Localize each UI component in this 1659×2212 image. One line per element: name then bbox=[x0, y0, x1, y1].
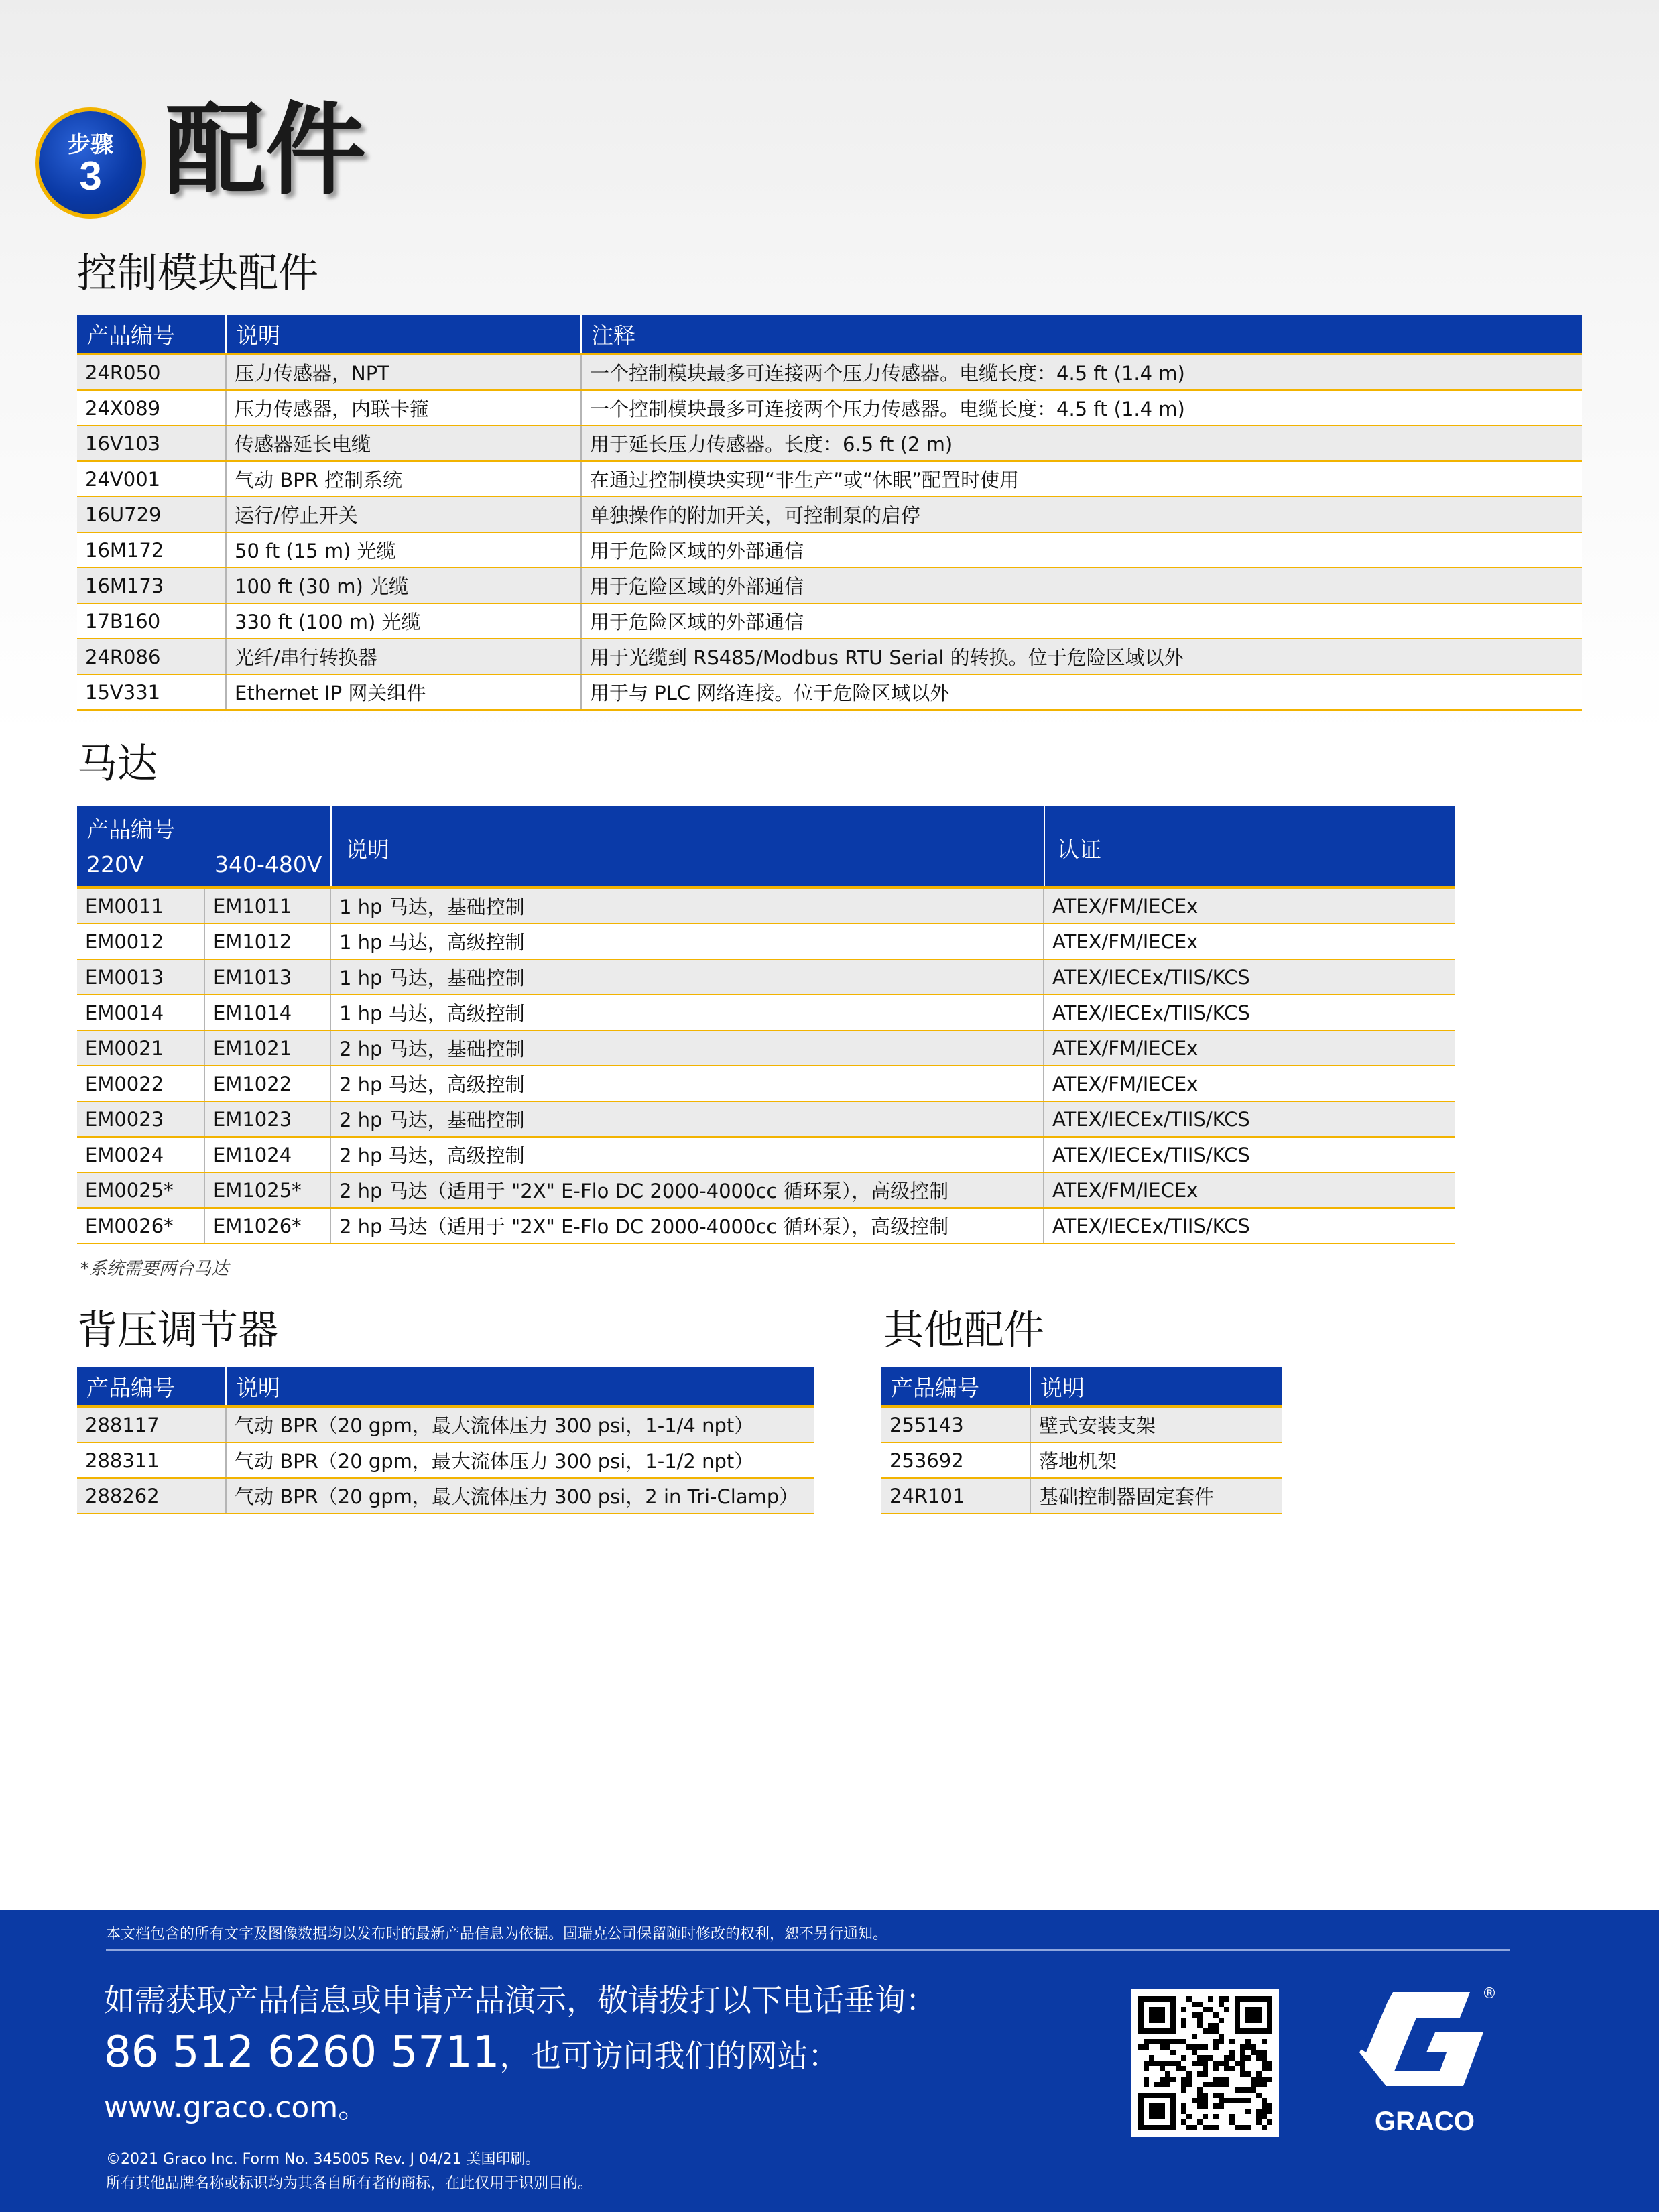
column-header: 340-480V bbox=[214, 851, 322, 877]
motors-table bbox=[77, 889, 1455, 1244]
part-number-220v: EM0024 bbox=[77, 1137, 204, 1172]
certification: ATEX/IECEx/TIIS/KCS bbox=[1044, 1137, 1455, 1172]
part-number-220v: EM0026* bbox=[77, 1208, 204, 1243]
part-number: 253692 bbox=[881, 1442, 1030, 1478]
section-title-control-module: 控制模块配件 bbox=[77, 250, 318, 297]
column-header: 产品编号 bbox=[881, 1367, 1030, 1406]
table-row bbox=[77, 1172, 1455, 1208]
description: 50 ft (15 m) 光缆 bbox=[226, 532, 581, 568]
copyright: ©2021 Graco Inc. Form No. 345005 Rev. J 04/21 美国印刷。 bbox=[106, 2151, 540, 2168]
description: 运行/停止开关 bbox=[226, 497, 581, 532]
motors-table-header bbox=[77, 806, 1455, 889]
description: 2 hp 马达（适用于 "2X" E-Flo DC 2000-4000cc 循环泵），高级控制 bbox=[330, 1172, 1044, 1208]
part-number: 16U729 bbox=[77, 497, 226, 532]
part-number: 288311 bbox=[77, 1442, 226, 1478]
phone-number: 86 512 6260 5711 bbox=[104, 2028, 500, 2077]
description: 2 hp 马达，基础控制 bbox=[330, 1030, 1044, 1066]
description: 2 hp 马达（适用于 "2X" E-Flo DC 2000-4000cc 循环泵），高级控制 bbox=[330, 1208, 1044, 1243]
description: 1 hp 马达，基础控制 bbox=[330, 959, 1044, 995]
table-row bbox=[77, 1066, 1455, 1101]
description: 基础控制器固定套件 bbox=[1030, 1478, 1282, 1514]
column-header: 220V bbox=[86, 851, 144, 877]
part-number-220v: EM0021 bbox=[77, 1030, 204, 1066]
brand-wordmark: GRACO bbox=[1375, 2107, 1475, 2136]
certification: ATEX/IECEx/TIIS/KCS bbox=[1044, 1101, 1455, 1137]
disclaimer: 本文档包含的所有文字及图像数据均以发布时的最新产品信息为依据。固瑞克公司保留随时修改的权利，恕不另行通知。 bbox=[106, 1926, 888, 1943]
part-number: 16M172 bbox=[77, 532, 226, 568]
part-number: 288262 bbox=[77, 1478, 226, 1514]
part-number: 24R050 bbox=[77, 354, 226, 390]
certification: ATEX/IECEx/TIIS/KCS bbox=[1044, 995, 1455, 1030]
certification: ATEX/IECEx/TIIS/KCS bbox=[1044, 1208, 1455, 1243]
page-title: 配件 bbox=[165, 93, 367, 209]
part-number-220v: EM0023 bbox=[77, 1101, 204, 1137]
note: 用于危险区域的外部通信 bbox=[581, 568, 1582, 603]
part-number-220v: EM0014 bbox=[77, 995, 204, 1030]
table-row bbox=[77, 1442, 814, 1478]
description: 落地机架 bbox=[1030, 1442, 1282, 1478]
note: 单独操作的附加开关，可控制泵的启停 bbox=[581, 497, 1582, 532]
part-number: 255143 bbox=[881, 1406, 1030, 1442]
part-number-220v: EM0025* bbox=[77, 1172, 204, 1208]
part-number-340v: EM1013 bbox=[204, 959, 330, 995]
table-row bbox=[881, 1478, 1282, 1514]
part-number: 16V103 bbox=[77, 426, 226, 461]
part-number: 15V331 bbox=[77, 674, 226, 710]
table-row bbox=[77, 1101, 1455, 1137]
table-row bbox=[77, 426, 1582, 461]
note: 用于危险区域的外部通信 bbox=[581, 532, 1582, 568]
certification: ATEX/FM/IECEx bbox=[1044, 1066, 1455, 1101]
certification: ATEX/FM/IECEx bbox=[1044, 924, 1455, 959]
table-row bbox=[77, 568, 1582, 603]
column-header: 说明 bbox=[226, 1367, 814, 1406]
note: 一个控制模块最多可连接两个压力传感器。电缆长度：4.5 ft (1.4 m) bbox=[581, 390, 1582, 426]
part-number: 17B160 bbox=[77, 603, 226, 639]
column-header: 产品编号 bbox=[77, 315, 226, 354]
description: Ethernet IP 网关组件 bbox=[226, 674, 581, 710]
table-row bbox=[77, 924, 1455, 959]
part-number-340v: EM1024 bbox=[204, 1137, 330, 1172]
qr-code-icon bbox=[1131, 1989, 1279, 2137]
note: 用于光缆到 RS485/Modbus RTU Serial 的转换。位于危险区域以外 bbox=[581, 639, 1582, 674]
column-header: 说明 bbox=[345, 837, 389, 863]
note: 用于危险区域的外部通信 bbox=[581, 603, 1582, 639]
table-row bbox=[77, 995, 1455, 1030]
table-row bbox=[77, 1478, 814, 1514]
table-row bbox=[77, 639, 1582, 674]
control-module-table bbox=[77, 315, 1582, 711]
step-badge bbox=[39, 111, 142, 214]
part-number: 288117 bbox=[77, 1406, 226, 1442]
part-number-340v: EM1014 bbox=[204, 995, 330, 1030]
column-header: 说明 bbox=[1030, 1367, 1282, 1406]
description: 光纤/串行转换器 bbox=[226, 639, 581, 674]
part-number-340v: EM1023 bbox=[204, 1101, 330, 1137]
part-number: 24R086 bbox=[77, 639, 226, 674]
description: 1 hp 马达，基础控制 bbox=[330, 889, 1044, 924]
description: 传感器延长电缆 bbox=[226, 426, 581, 461]
description: 100 ft (30 m) 光缆 bbox=[226, 568, 581, 603]
step-label: 步骤 bbox=[68, 131, 113, 158]
footer bbox=[0, 1910, 1659, 2212]
table-row bbox=[77, 354, 1582, 390]
description: 气动 BPR（20 gpm，最大流体压力 300 psi，1-1/2 npt） bbox=[226, 1442, 814, 1478]
column-header: 注释 bbox=[581, 315, 1582, 354]
table-row bbox=[77, 461, 1582, 497]
part-number-340v: EM1021 bbox=[204, 1030, 330, 1066]
registered-mark: ® bbox=[1482, 1985, 1497, 2002]
section-title-other: 其他配件 bbox=[883, 1307, 1044, 1354]
table-row bbox=[77, 1030, 1455, 1066]
table-row bbox=[77, 959, 1455, 995]
description: 气动 BPR（20 gpm，最大流体压力 300 psi，1-1/4 npt） bbox=[226, 1406, 814, 1442]
section-title-bpr: 背压调节器 bbox=[77, 1307, 278, 1354]
certification: ATEX/FM/IECEx bbox=[1044, 889, 1455, 924]
table-row bbox=[77, 1208, 1455, 1243]
description: 2 hp 马达，高级控制 bbox=[330, 1137, 1044, 1172]
table-row bbox=[881, 1406, 1282, 1442]
column-header: 产品编号 bbox=[77, 1367, 226, 1406]
website-link[interactable]: www.graco.com。 bbox=[104, 2091, 368, 2125]
note: 用于与 PLC 网络连接。位于危险区域以外 bbox=[581, 674, 1582, 710]
part-number-220v: EM0011 bbox=[77, 889, 204, 924]
part-number-220v: EM0013 bbox=[77, 959, 204, 995]
table-row bbox=[77, 497, 1582, 532]
description: 气动 BPR 控制系统 bbox=[226, 461, 581, 497]
table-row bbox=[77, 1406, 814, 1442]
description: 1 hp 马达，高级控制 bbox=[330, 995, 1044, 1030]
part-number-220v: EM0012 bbox=[77, 924, 204, 959]
note: 在通过控制模块实现“非生产”或“休眠”配置时使用 bbox=[581, 461, 1582, 497]
section-title-motors: 马达 bbox=[77, 741, 158, 788]
part-number: 24V001 bbox=[77, 461, 226, 497]
description: 壁式安装支架 bbox=[1030, 1406, 1282, 1442]
description: 气动 BPR（20 gpm，最大流体压力 300 psi，2 in Tri-Clamp） bbox=[226, 1478, 814, 1514]
description: 压力传感器，NPT bbox=[226, 354, 581, 390]
certification: ATEX/IECEx/TIIS/KCS bbox=[1044, 959, 1455, 995]
part-number-220v: EM0022 bbox=[77, 1066, 204, 1101]
table-row bbox=[77, 603, 1582, 639]
part-number: 24R101 bbox=[881, 1478, 1030, 1514]
table-row bbox=[77, 390, 1582, 426]
contact-line: 如需获取产品信息或申请产品演示，敬请拨打以下电话垂询： bbox=[104, 1982, 936, 2018]
table-row bbox=[77, 1137, 1455, 1172]
part-number: 16M173 bbox=[77, 568, 226, 603]
column-header: 产品编号 bbox=[86, 816, 175, 843]
certification: ATEX/FM/IECEx bbox=[1044, 1030, 1455, 1066]
description: 压力传感器，内联卡箍 bbox=[226, 390, 581, 426]
table-row bbox=[77, 889, 1455, 924]
table-row bbox=[77, 532, 1582, 568]
motors-footnote: *系统需要两台马达 bbox=[80, 1259, 229, 1279]
part-number: 24X089 bbox=[77, 390, 226, 426]
divider bbox=[106, 1949, 1510, 1951]
part-number-340v: EM1012 bbox=[204, 924, 330, 959]
table-row bbox=[77, 674, 1582, 710]
trademark-notice: 所有其他品牌名称或标识均为其各自所有者的商标，在此仅用于识别目的。 bbox=[106, 2175, 593, 2192]
description: 2 hp 马达，基础控制 bbox=[330, 1101, 1044, 1137]
phone-tail: ，也可访问我们的网站： bbox=[499, 2038, 839, 2074]
description: 2 hp 马达，高级控制 bbox=[330, 1066, 1044, 1101]
certification: ATEX/FM/IECEx bbox=[1044, 1172, 1455, 1208]
description: 1 hp 马达，高级控制 bbox=[330, 924, 1044, 959]
table-row bbox=[881, 1442, 1282, 1478]
bpr-table bbox=[77, 1367, 814, 1514]
note: 一个控制模块最多可连接两个压力传感器。电缆长度：4.5 ft (1.4 m) bbox=[581, 354, 1582, 390]
column-header: 认证 bbox=[1057, 837, 1101, 863]
note: 用于延长压力传感器。长度：6.5 ft (2 m) bbox=[581, 426, 1582, 461]
description: 330 ft (100 m) 光缆 bbox=[226, 603, 581, 639]
other-accessories-table bbox=[881, 1367, 1282, 1514]
step-number: 3 bbox=[79, 153, 102, 198]
graco-g-icon bbox=[1353, 1985, 1497, 2096]
graco-logo bbox=[1353, 1985, 1497, 2136]
part-number-340v: EM1026* bbox=[204, 1208, 330, 1243]
part-number-340v: EM1025* bbox=[204, 1172, 330, 1208]
part-number-340v: EM1022 bbox=[204, 1066, 330, 1101]
part-number-340v: EM1011 bbox=[204, 889, 330, 924]
phone-line bbox=[104, 2028, 839, 2077]
column-header: 说明 bbox=[226, 315, 581, 354]
